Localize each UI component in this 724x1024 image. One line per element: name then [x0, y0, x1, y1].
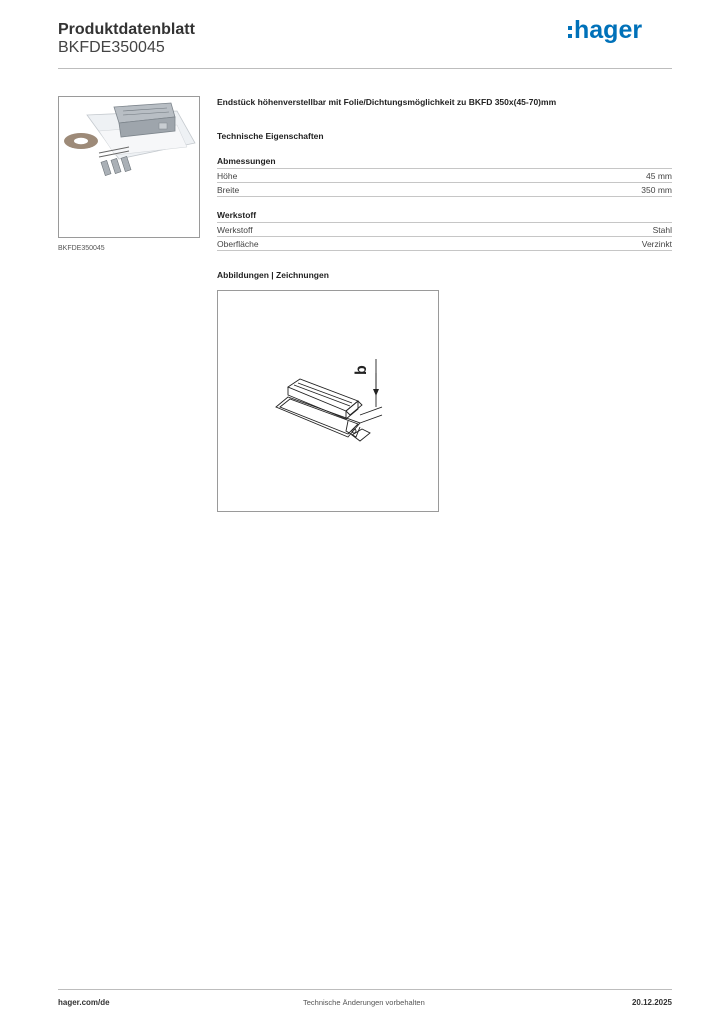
hager-logo	[568, 14, 658, 46]
spec-row-width	[217, 182, 672, 197]
end-piece-line-drawing	[218, 291, 438, 511]
dimension-label-b: b	[353, 365, 370, 375]
product-description: Endstück höhenverstellbar mit Folie/Dichtungsmöglichkeit zu BKFD 350x(45-70)mm	[217, 97, 557, 107]
spec-row-material	[217, 222, 672, 236]
spec-value: Stahl	[652, 225, 672, 235]
footer-date: 20.12.2025	[631, 998, 672, 1007]
product-photo-illustration	[59, 97, 199, 237]
footer-website[interactable]: hager.com/de	[58, 998, 110, 1007]
footer-disclaimer: Technische Änderungen vorbehalten	[303, 998, 425, 1007]
drawings-heading: Abbildungen | Zeichnungen	[217, 270, 329, 280]
document-title: Produktdatenblatt	[58, 21, 195, 38]
spec-label: Werkstoff	[217, 225, 253, 235]
product-image	[58, 96, 200, 238]
technical-properties-heading: Technische Eigenschaften	[217, 131, 324, 141]
spec-value: Verzinkt	[641, 239, 672, 249]
spec-label: Oberfläche	[217, 239, 259, 249]
logo-text: hager	[574, 16, 643, 44]
spec-group-material-title: Werkstoff	[217, 210, 257, 220]
spec-value: 45 mm	[646, 171, 672, 181]
spec-row-surface	[217, 236, 672, 251]
spec-value: 350 mm	[641, 185, 672, 195]
footer-divider	[58, 989, 672, 990]
spec-row-height	[217, 168, 672, 182]
product-code: BKFDE350045	[58, 39, 165, 56]
spec-label: Breite	[217, 185, 240, 195]
spec-label: Höhe	[217, 171, 238, 181]
technical-drawing	[217, 290, 439, 512]
product-image-caption: BKFDE350045	[58, 245, 105, 252]
spec-group-dimensions-title: Abmessungen	[217, 156, 276, 166]
header-divider	[58, 68, 672, 69]
